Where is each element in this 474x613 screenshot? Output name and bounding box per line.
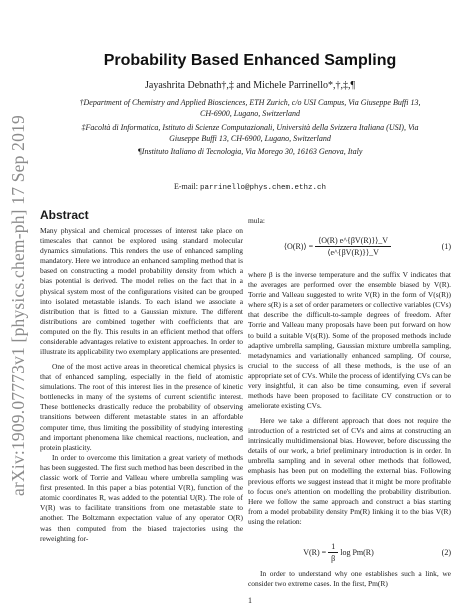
abstract-heading: Abstract [40,208,89,222]
affiliation-line-4: Giuseppe Buffi 13, CH-6900, Lugano, Switzerland [169,134,331,143]
eq1-numerator: ⟨O(R) e^{βV(R)}⟩_V [315,236,391,247]
equation-2 [248,541,451,563]
email-label: E-mail: [173,182,198,191]
email-address[interactable]: parrinello@phys.chem.ethz.ch [199,184,327,192]
eq2-lhs: V(R) = [303,547,327,557]
paper-title: Probability Based Enhanced Sampling [103,52,397,69]
body-paragraph-1: One of the most active areas in theoretical chemical physics is that of enhanced sampling, especially in the field of atomistic simulations. The root of this interest lies in the presence of kinetic bottlenecks in many of the systems of current scientific interest. These bottlenecks drastically reduce the probability of observing transitions between different metastable states in an affordable computer time, thus limiting the possibility of studying interesting and important phenomena like chemical reactions, nucleation, and protein plasticity. [40,362,243,452]
equation-1 [248,228,451,264]
affiliation-line-2: CH-6900, Lugano, Switzerland [199,109,300,118]
author-list: Jayashrita Debnath†,‡ and Michele Parrinello*,†,‡,¶ [144,80,356,91]
left-column-body [40,362,243,544]
eq2-number: (2) [441,547,451,557]
eq1-denominator: ⟨e^{βV(R)}⟩_V [327,247,379,257]
page-number: 1 [248,596,252,605]
eq2-frac-denominator: β [331,553,336,563]
eq2-frac-numerator: 1 [328,542,338,553]
body-paragraph-2: In order to overcome this limitation a great variety of methods has been suggested. The first such method has been described in the classic work of Torrie and Valleau where umbrella sampling was first presented. In this paper a bias potential V(R), function of the atomic coordinates R, was added to the potential U(R). The role of V(R) was to facilitate transitions from one metastable state to another. The Boltzmann expectation value of any operator O(R) was then computed from the biased trajectories using the reweighting for- [40,452,243,543]
right-column-body-1: where β is the inverse temperature and the suffix V indicates that the averages are performed over the ensemble biased by V(R). Torrie and Valleau suggested to write V(R) in the form of V(s(R)) where s(R) is a set of order parameters or collective variables (CVs) that describe the difficult-to-sample degrees of freedom. After Torrie and Valleau many proposals have been put forward on how to build a suitable V(s(R)). Some of the proposed methods include adaptive umbrella sampling, Gaussian mixture umbrella sampling, metadynamics and variationally enhanced sampling. Of course, crucial to the success of all these methods, is the use of an appropriate set of CVs. While the process of identifying CVs can be very insightful, it can also be time consuming, even if several methods have been proposed to facilitate CV construction or to ameliorate existing CVs. [248,270,451,411]
eq1-number: (1) [441,241,451,251]
affiliation-line-1: †Department of Chemistry and Applied Biosciences, ETH Zurich, c/o USI Campus, Via Giuseppe Buffi 13, [79,98,421,107]
affiliation-line-5: ¶Instituto Italiano di Tecnologia, Via Morego 30, 16163 Genova, Italy [137,147,363,156]
abstract-text: Many physical and chemical processes of interest take place on timescales that cannot be explored using standard molecular dynamics simulations. This renders the use of enhanced sampling mandatory. Here we introduce an enhanced sampling method that is based on constructing a model probability density from which a bias potential is derived. The model relies on the fact that in a physical system most of the configurations visited can be grouped into isolated metastable islands. To each island we associate a distribution that is fitted to a Gaussian mixture. The different distributions are combined together with coefficients that are computed on the fly. This results in an efficient method that offers considerable advantages relative to existent approaches. In order to illustrate its applicability two exemplary applications are presented. [40,226,243,357]
arxiv-stamp: arXiv:1909.07773v1 [physics.chem-ph] 17 Sep 2019 [7,114,28,496]
affiliation-line-3: ‡Facoltà di Informatica, Istituto di Scienze Computazionali, Università della Svizzera Italiana (USI), Via [81,123,419,132]
eq1-lhs: ⟨O(R)⟩ = [283,241,314,251]
eq2-rhs: log Pm(R) [340,547,374,557]
contact-email [40,182,460,192]
right-column-body-3: In order to understand why one establishes such a link, we consider two extreme cases. In the first, Pm(R) [248,569,451,589]
right-column-body-2: Here we take a different approach that does not require the introduction of a restricted set of CVs and aims at constructing an intrinsically multidimensional bias. However, before discussing the details of our work, a brief preliminary introduction is in order. In umbrella sampling and in several other methods that followed, emphasis has been put on modelling the external bias. Following previous efforts we suggest instead that it might be more profitable to focus one's attention on modelling the probability distribution. Here we follow the same approach and construct a bias starting from a model probability density Pm(R) linking it to the bias V(R) using the relation: [248,416,451,526]
right-intro: mula: [248,216,265,225]
